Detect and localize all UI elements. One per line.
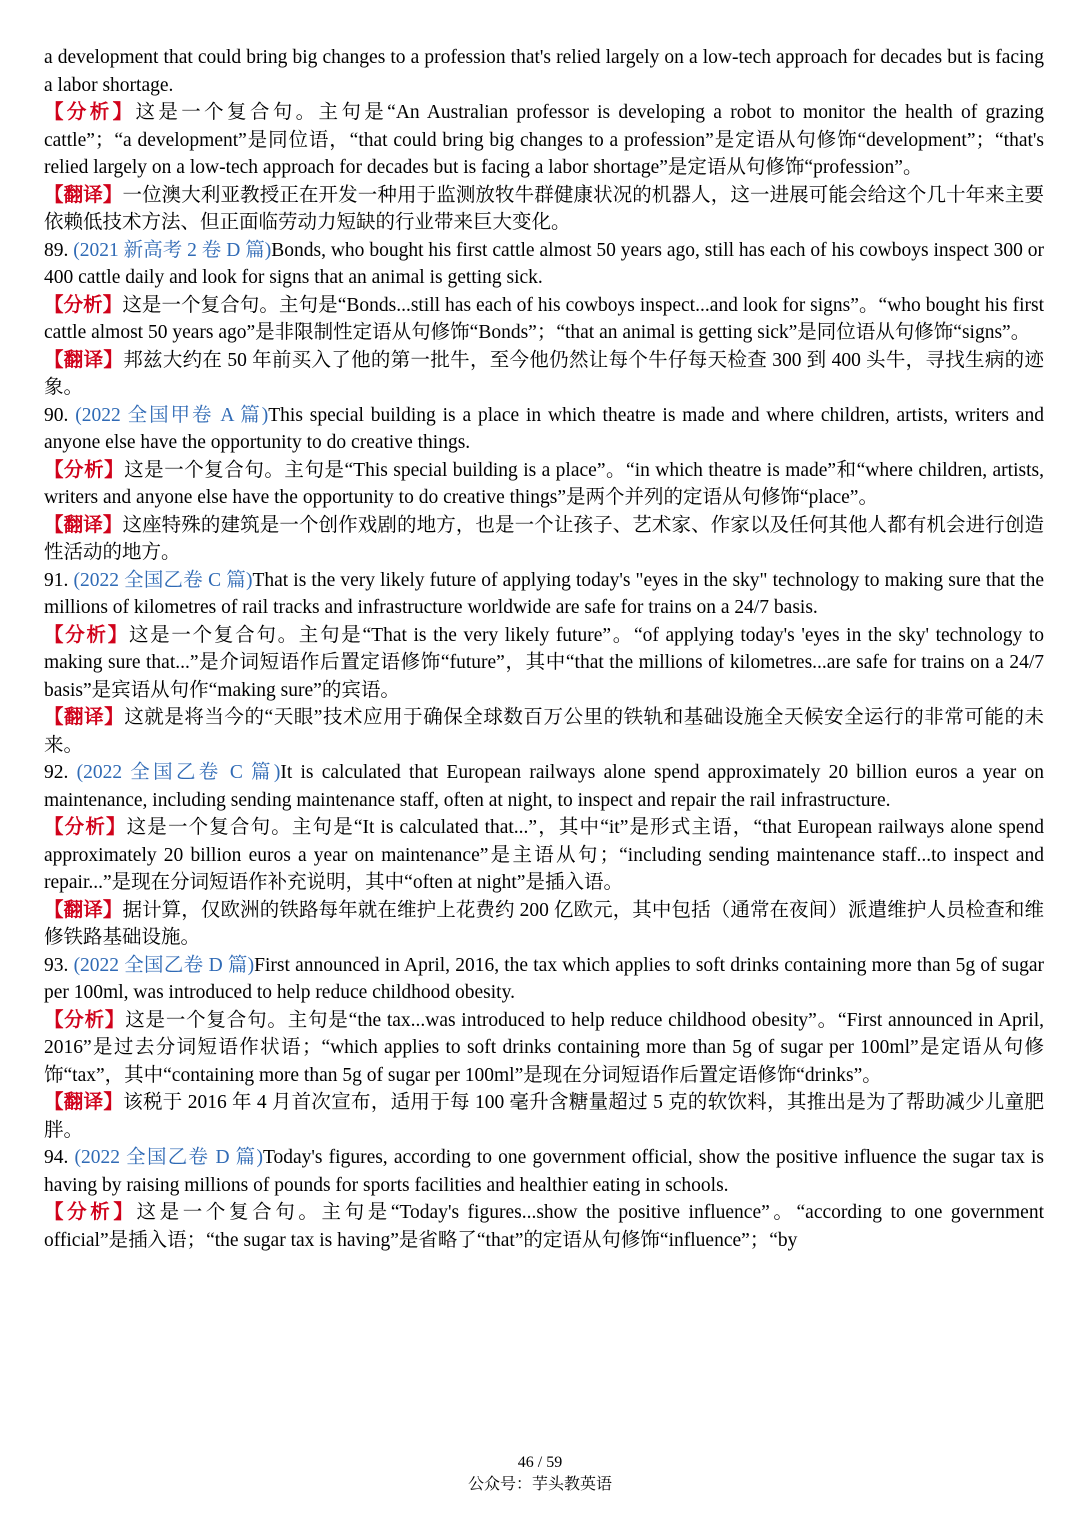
item-92-analysis: 【分析】这是一个复合句。主句是“It is calculated that...”，其中“it”是形式主语，“that European railways alone spend approximately 20 billion euros a year on maintenance”是主语从句；“including sending maintenance staff...to inspect and repair...”是现在分词短语作补充说明，其中“often at night”是插入语。: [44, 817, 1044, 893]
item-92-sentence: 92. (2022 全国乙卷 C 篇)It is calculated that European railways alone spend approximately 20 billion euros a year on maintenance, including sending maintenance staff, often at night, to inspect and repair the rail infrastructure.: [44, 762, 1044, 811]
item-93-sentence: 93. (2022 全国乙卷 D 篇)First announced in April, 2016, the tax which applies to soft drinks containing more than 5g of sugar per 100ml, was introduced to help reduce childhood obesity.: [44, 954, 1044, 1003]
item-90-sentence: 90. (2022 全国甲卷 A 篇)This special building is a place in which theatre is made and where children, artists, writers and anyone else have the opportunity to do creative things.: [44, 404, 1044, 453]
item-89-analysis: 【分析】这是一个复合句。主句是“Bonds...still has each of his cowboys inspect...and look for signs”。“who bought his first cattle almost 50 years ago”是非限制性定语从句修饰“Bonds”；“that an animal is getting sick”是同位语从句修饰“signs”。: [44, 294, 1044, 343]
item-93-translation: 【翻译】该税于 2016 年 4 月首次宣布，适用于每 100 毫升含糖量超过 5 克的软饮料，其推出是为了帮助减少儿童肥胖。: [44, 1092, 1044, 1141]
item-93-analysis: 【分析】这是一个复合句。主句是“the tax...was introduced to help reduce childhood obesity”。“First announced in April, 2016”是过去分词短语作状语；“which applies to soft drinks containing more than 5g of sugar per 100ml”是定语从句修饰“tax”，其中“containing more than 5g of sugar per 100ml”是现在分词短语作后置定语修饰“drinks”。: [44, 1009, 1044, 1086]
intro-analysis: 【分析】这是一个复合句。主句是“An Australian professor is developing a robot to monitor the health of grazing cattle”；“a development”是同位语，“that could bring big changes to a profession”是定语从句修饰“development”；“that's relied largely on a low-tech approach for decades but is facing a labor shortage”是定语从句修饰“profession”。: [44, 102, 1044, 178]
page-footer: [0, 1452, 1080, 1496]
item-source: (2021 新高考 2 卷 D 篇): [73, 239, 272, 261]
analysis-label: 【分析】: [44, 624, 129, 646]
item-90-analysis: 【分析】这是一个复合句。主句是“This special building is a place”。“in which theatre is made”和“where children, artists, writers and anyone else have the opportunity to do creative things”是两个并列的定语从句修饰“place”。: [44, 459, 1044, 508]
analysis-label: 【分析】: [44, 1202, 137, 1223]
item-source: (2022 全国乙卷 C 篇): [73, 569, 253, 591]
item-90-translation: 【翻译】这座特殊的建筑是一个创作戏剧的地方，也是一个让孩子、艺术家、作家以及任何其他人都有机会进行创造性活动的地方。: [44, 514, 1044, 563]
item-source: (2022 全国乙卷 C 篇): [76, 762, 281, 783]
item-89-sentence: 89. (2021 新高考 2 卷 D 篇)Bonds, who bought his first cattle almost 50 years ago, still has each of his cowboys inspect 300 or 400 cattle daily and look for signs that an animal is getting sick.: [44, 239, 1044, 288]
item-91-translation: 【翻译】这就是将当今的“天眼”技术应用于确保全球数百万公里的铁轨和基础设施全天候安全运行的非常可能的未来。: [44, 707, 1044, 756]
analysis-label: 【分析】: [44, 459, 125, 481]
translation-label: 【翻译】: [44, 349, 124, 371]
item-source: (2022 全国甲卷 A 篇): [75, 404, 269, 426]
account-name: 公众号：芋头教英语: [467, 1476, 612, 1493]
item-94-analysis: 【分析】这是一个复合句。主句是“Today's figures...show the positive influence”。“according to one government official”是插入语；“the sugar tax is having”是省略了“that”的定语从句修饰“influence”；“by: [44, 1202, 1044, 1251]
item-89-translation: 【翻译】邦兹大约在 50 年前买入了他的第一批牛，至今他仍然让每个牛仔每天检查 300 到 400 头牛，寻找生病的迹象。: [44, 349, 1044, 398]
translation-label: 【翻译】: [44, 899, 123, 921]
intro-sentence: a development that could bring big changes to a profession that's relied largely on a low-tech approach for decades but is facing a labor shortage.: [44, 47, 1044, 96]
analysis-label: 【分析】: [44, 1009, 126, 1031]
translation-label: 【翻译】: [44, 1092, 124, 1113]
document-body: [44, 44, 1044, 1254]
analysis-label: 【分析】: [44, 817, 127, 838]
translation-label: 【翻译】: [44, 184, 123, 206]
item-source: (2022 全国乙卷 D 篇): [73, 954, 255, 976]
analysis-label: 【分析】: [44, 294, 123, 316]
item-91-sentence: 91. (2022 全国乙卷 C 篇)That is the very likely future of applying today's "eyes in the sky" technology to making sure that the millions of kilometres of rail tracks and infrastructure worldwide are safe for trains on a 24/7 basis.: [44, 569, 1044, 618]
item-92-translation: 【翻译】据计算，仅欧洲的铁路每年就在维护上花费约 200 亿欧元，其中包括（通常在夜间）派遣维护人员检查和维修铁路基础设施。: [44, 899, 1044, 948]
item-91-analysis: 【分析】这是一个复合句。主句是“That is the very likely future”。“of applying today's 'eyes in the sky' technology to making sure that...”是介词短语作后置定语修饰“future”，其中“that the millions of kilometres...are safe for trains on a 24/7 basis”是宾语从句作“making sure”的宾语。: [44, 624, 1044, 701]
translation-label: 【翻译】: [44, 707, 125, 728]
intro-translation: 【翻译】一位澳大利亚教授正在开发一种用于监测放牧牛群健康状况的机器人，这一进展可能会给这个几十年来主要依赖低技术方法、但正面临劳动力短缺的行业带来巨大变化。: [44, 184, 1044, 233]
item-94-sentence: 94. (2022 全国乙卷 D 篇)Today's figures, according to one government official, show the positive influence the sugar tax is having by raising millions of pounds for sports facilities and healthier eating in schools.: [44, 1147, 1044, 1196]
page-number: 46 / 59: [517, 1454, 563, 1471]
item-source: (2022 全国乙卷 D 篇): [74, 1147, 263, 1168]
translation-label: 【翻译】: [44, 514, 123, 536]
analysis-label: 【分析】: [44, 102, 136, 123]
